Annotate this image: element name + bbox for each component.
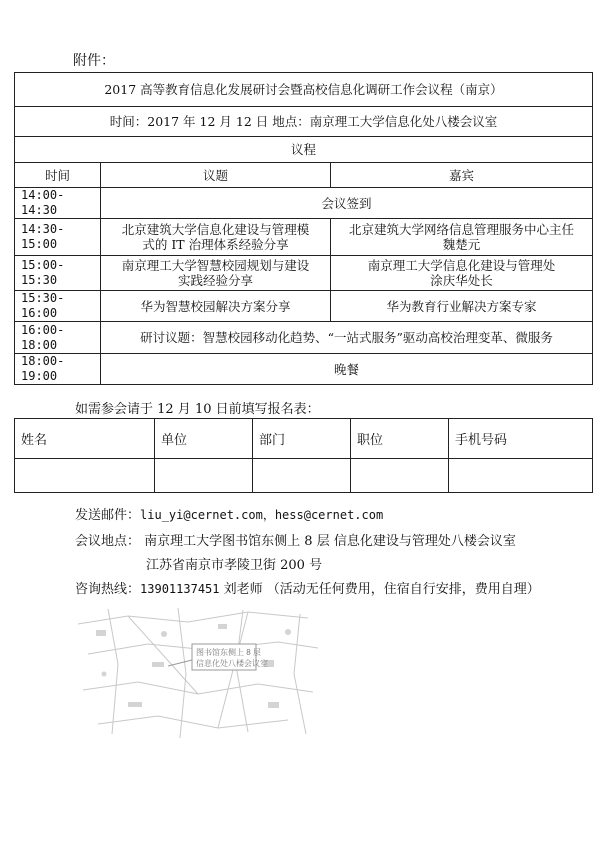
hotline-label: 咨询热线：	[75, 582, 141, 597]
time-place: 时间：2017 年 12 月 12 日 地点：南京理工大学信息化处八楼会议室	[15, 107, 593, 137]
row-time: 14:00-14:30	[15, 188, 101, 219]
map-pointer	[168, 660, 192, 666]
registration-input-row	[15, 459, 593, 493]
row-guest	[331, 219, 593, 256]
row-time: 18:00-19:00	[15, 354, 101, 385]
email-label: 发送邮件：	[75, 508, 141, 523]
row-merged: 会议签到	[101, 188, 593, 219]
reg-header-position: 职位	[351, 419, 449, 459]
topic-line: 北京建筑大学信息化建设与管理模	[121, 222, 310, 237]
table-row	[15, 188, 593, 219]
col-time-header: 时间	[15, 163, 101, 188]
map-label-line2: 信息化处八楼会议室	[196, 659, 268, 668]
time-place-row	[15, 107, 593, 137]
row-time: 15:30-16:00	[15, 291, 101, 322]
table-row	[15, 322, 593, 354]
row-guest	[331, 256, 593, 291]
table-row	[15, 291, 593, 322]
topic-line: 实践经验分享	[177, 273, 253, 288]
location-map	[68, 604, 330, 742]
row-topic	[101, 256, 331, 291]
table-row	[15, 354, 593, 385]
email-line	[75, 504, 383, 523]
email-addresses[interactable]: liu_yi@cernet.com，hess@cernet.com	[140, 508, 384, 522]
registration-header-row	[15, 419, 593, 459]
attachment-label: 附件：	[73, 53, 115, 69]
guest-line: 涂庆华处长	[430, 273, 493, 288]
row-topic: 华为智慧校园解决方案分享	[101, 291, 331, 322]
registration-note: 如需参会请于 12 月 10 日前填写报名表：	[75, 402, 320, 417]
agenda-heading: 议程	[15, 137, 593, 163]
row-merged: 研讨议题：智慧校园移动化趋势、“一站式服务”驱动高校治理变革、微服务	[101, 322, 593, 354]
row-guest: 华为教育行业解决方案专家	[331, 291, 593, 322]
map-drawing	[68, 604, 330, 742]
row-time: 16:00-18:00	[15, 322, 101, 354]
col-guest-header: 嘉宾	[331, 163, 593, 188]
row-time: 14:30-15:00	[15, 219, 101, 256]
hotline-line	[75, 578, 540, 597]
reg-header-name: 姓名	[15, 419, 155, 459]
venue-address-1: 南京理工大学图书馆东侧上 8 层 信息化建设与管理处八楼会议室	[144, 534, 516, 549]
venue-line	[75, 530, 516, 549]
reg-cell-name[interactable]	[15, 459, 155, 493]
hotline-number: 13901137451	[140, 582, 220, 596]
header-row	[15, 163, 593, 188]
agenda-table	[14, 72, 593, 385]
venue-label: 会议地点：	[75, 534, 141, 549]
hotline-contact: 刘老师 （活动无任何费用，住宿自行安排，费用自理）	[223, 582, 540, 597]
table-row	[15, 256, 593, 291]
row-time: 15:00-15:30	[15, 256, 101, 291]
reg-cell-unit[interactable]	[155, 459, 253, 493]
reg-header-unit: 单位	[155, 419, 253, 459]
venue-address-2: 江苏省南京市孝陵卫街 200 号	[146, 558, 323, 573]
map-label-line1: 图书馆东侧上 8 层	[196, 648, 261, 657]
reg-cell-dept[interactable]	[253, 459, 351, 493]
reg-cell-phone[interactable]	[449, 459, 593, 493]
reg-cell-position[interactable]	[351, 459, 449, 493]
topic-line: 式的 IT 治理体系经验分享	[142, 237, 289, 252]
agenda-heading-row	[15, 137, 593, 163]
topic-line: 南京理工大学智慧校园规划与建设	[121, 258, 310, 273]
guest-line: 魏楚元	[442, 237, 481, 252]
row-merged: 晚餐	[101, 354, 593, 385]
col-topic-header: 议题	[101, 163, 331, 188]
reg-header-dept: 部门	[253, 419, 351, 459]
reg-header-phone: 手机号码	[449, 419, 593, 459]
row-topic	[101, 219, 331, 256]
table-row	[15, 219, 593, 256]
title-row	[15, 73, 593, 107]
guest-line: 南京理工大学信息化建设与管理处	[367, 258, 556, 273]
registration-table	[14, 418, 593, 493]
guest-line: 北京建筑大学网络信息管理服务中心主任	[348, 222, 574, 237]
agenda-title: 2017 高等教育信息化发展研讨会暨高校信息化调研工作会议程（南京）	[15, 73, 593, 107]
